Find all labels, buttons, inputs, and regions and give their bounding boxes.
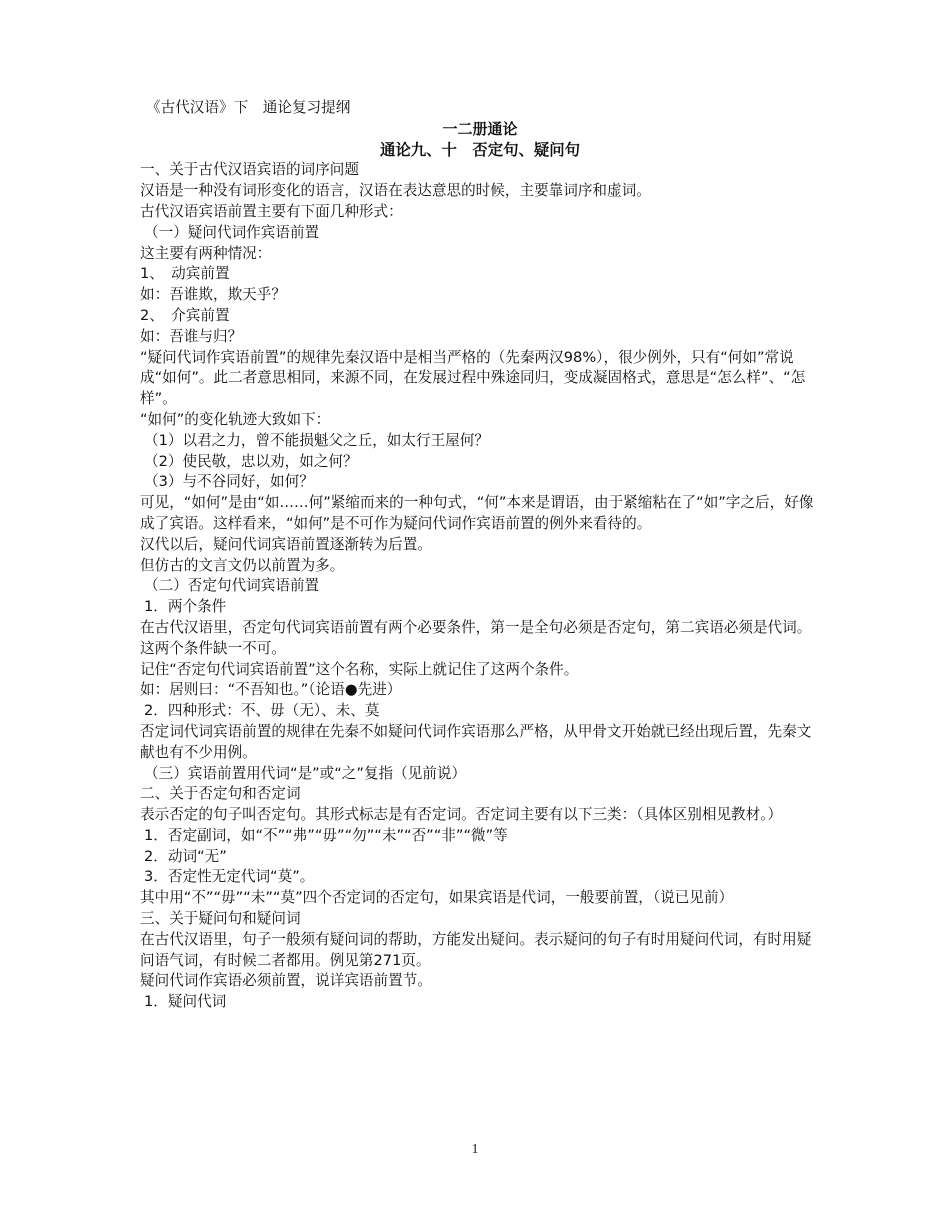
paragraph: 这主要有两种情况：: [140, 244, 272, 262]
subheading: （三）宾语前置用代词“是”或“之”复指（见前说）: [144, 764, 467, 782]
example: （2）使民敬，忠以劝，如之何？: [144, 452, 358, 470]
list-item: 2．动词“无”: [144, 847, 227, 865]
example: 如：吾谁欺，欺天乎？: [140, 286, 286, 304]
chapter-title: 一二册通论: [442, 119, 518, 138]
section-title: 通论九、十 否定句、疑问句: [379, 140, 581, 159]
paragraph: 记住“否定句代词宾语前置”这个名称，实际上就记住了这两个条件。: [140, 660, 579, 678]
paragraph: 表示否定的句子叫否定句。其形式标志是有否定词。否定词主要有以下三类：（具体区别相见教材。）: [140, 806, 783, 824]
paragraph: 但仿古的文言文仍以前置为多。: [140, 556, 345, 574]
page-number: 1: [471, 1142, 479, 1157]
paragraph: 古代汉语宾语前置主要有下面几种形式：: [140, 202, 403, 220]
list-item: 2．四种形式：不、毋（无）、未、莫: [144, 702, 380, 720]
paragraph: 可见，“如何”是由“如……何”紧缩而来的一种句式，“何”本来是谓语，由于紧缩粘在了“如”字之后，好像成了宾语。这样看来，“如何”是不可作为疑问代词作宾语前置的例外来看待的。: [140, 494, 814, 532]
paragraph: 汉代以后，疑问代词宾语前置逐渐转为后置。: [140, 535, 432, 553]
example: （1）以君之力，曾不能损魁父之丘，如太行王屋何？: [144, 431, 489, 449]
heading-2: 二、关于否定句和否定词: [140, 785, 301, 803]
paragraph: 在古代汉语里，否定句代词宾语前置有两个必要条件，第一是全句必须是否定句，第二宾语必须是代词。这两个条件缺一不可。: [140, 618, 812, 657]
paragraph: “如何”的变化轨迹大致如下：: [140, 410, 331, 428]
example: （3）与不谷同好，如何？: [144, 473, 314, 491]
list-item: 1．两个条件: [144, 598, 227, 616]
paragraph: 其中用“不”“毋”“未”“莫”四个否定词的否定句，如果宾语是代词，一般要前置，（说已见前）: [140, 889, 734, 907]
heading-1: 一、关于古代汉语宾语的词序问题: [140, 161, 359, 179]
example: 如：居则曰：“不吾知也。”（论语●先进）: [140, 681, 402, 699]
list-item: 2、 介宾前置: [140, 306, 230, 324]
paragraph: 否定词代词宾语前置的规律在先秦不如疑问代词作宾语那么严格，从甲骨文开始就已经出现后置，先秦文献也有不少用例。: [140, 722, 812, 761]
document-body: [140, 98, 820, 1013]
paragraph: “疑问代词作宾语前置”的规律先秦汉语中是相当严格的（先秦两汉98%），很少例外，只有“何如”常说成“如何”。此二者意思相同，来源不同，在发展过程中殊途同归，变成凝固格式，意思是“怎么样”、“怎样”。: [140, 348, 806, 408]
paragraph: 汉语是一种没有词形变化的语言，汉语在表达意思的时候，主要靠词序和虚词。: [140, 182, 651, 200]
document-header: 《古代汉语》下 通论复习提纲: [146, 99, 351, 116]
list-item: 3．否定性无定代词“莫”。: [144, 868, 315, 886]
list-item: 1、 动宾前置: [140, 265, 230, 283]
paragraph: 疑问代词作宾语必须前置，说详宾语前置节。: [140, 972, 432, 990]
subheading: （一）疑问代词作宾语前置: [144, 223, 320, 241]
subheading: （二）否定句代词宾语前置: [144, 577, 320, 595]
paragraph: 在古代汉语里，句子一般须有疑问词的帮助，方能发出疑问。表示疑问的句子有时用疑问代词，有时用疑问语气词，有时候二者都用。例见第271页。: [140, 930, 812, 969]
list-item: 1．否定副词，如“不”“弗”“毋”“勿”“未”“否”“非”“微”等: [144, 826, 508, 844]
heading-3: 三、关于疑问句和疑问词: [140, 910, 301, 928]
list-item: 1．疑问代词: [144, 993, 227, 1011]
example: 如：吾谁与归？: [140, 327, 243, 345]
